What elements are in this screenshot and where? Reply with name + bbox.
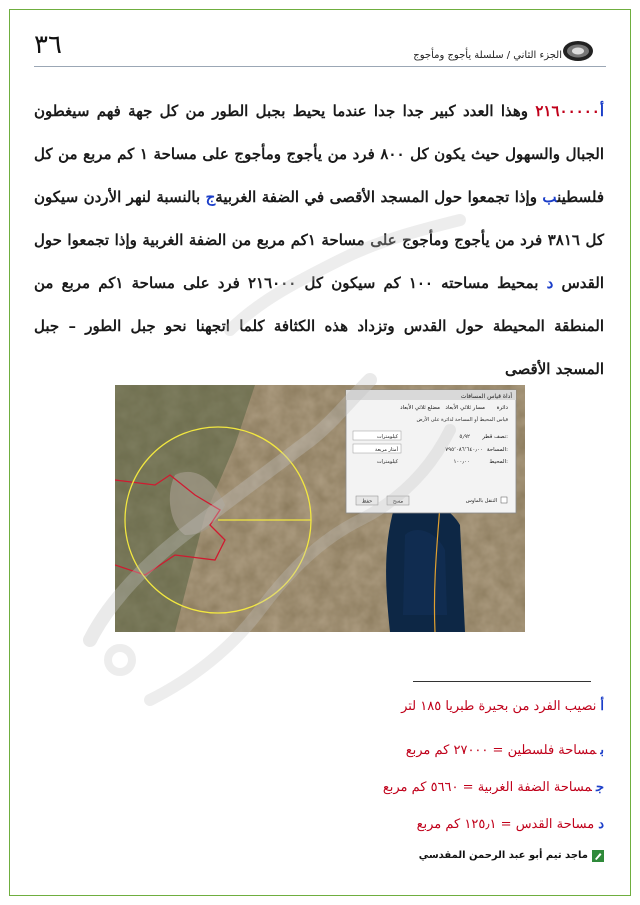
series-logo-icon bbox=[562, 40, 594, 62]
footnote-rule bbox=[413, 681, 591, 682]
text-part-4: بمحيط مساحته ١٠٠ كم سيكون كل ٢١٦٠٠٠ فرد على مساحة ١كم مربع من المنطقة المحيطة حول القدس وتزداد هذه الكثافة كلما اتجهنا نحو جبل الطور – جبل المسجد الأقصى bbox=[34, 274, 604, 378]
footnote-a-text: نصيب الفرد من بحيرة طبريا ١٨٥ لتر bbox=[401, 699, 597, 714]
footnote-j-key: ج bbox=[595, 780, 604, 795]
perimeter-unit: كيلومترات bbox=[376, 459, 398, 465]
footnote-b bbox=[406, 743, 604, 758]
footnote-b-text: مساحة فلسطين = ٢٧٠٠٠ كم مربع bbox=[405, 743, 597, 758]
footnote-b-key: ب bbox=[600, 743, 604, 758]
footnote-d-key: د bbox=[598, 817, 604, 832]
perimeter-label: المحيط: bbox=[489, 459, 508, 465]
area-value: ٧٩٥٬٠٨٦٬٦٤٠٫٠٠ bbox=[445, 447, 483, 453]
dialog-tab-circle[interactable]: دائرة bbox=[496, 405, 508, 411]
text-part-1: وهذا العدد كبير جدا جدا عندما يحيط بجبل الطور من كل جهة فهم سيغطون الجبال والسهول حيث يكون كل ٨٠٠ فرد من يأجوج ومأجوج على مساحة ١ كم مربع من كل فلسطين bbox=[34, 102, 605, 206]
page-number: ٣٦ bbox=[34, 30, 62, 60]
dialog-tab-3d-polygon[interactable]: مضلع ثلاثي الأبعاد bbox=[400, 405, 440, 411]
marker-b: ب bbox=[542, 188, 558, 206]
radius-unit: كيلومترات bbox=[376, 434, 398, 440]
mouse-nav-label: التنقل بالماوس bbox=[465, 498, 497, 504]
perimeter-value: ١٠٠٫٠٠ bbox=[453, 459, 470, 465]
footnote-d-text: مساحة القدس = ١٢٥٫١ كم مربع bbox=[416, 817, 595, 832]
area-label: المساحة: bbox=[486, 447, 508, 453]
footnote-d bbox=[417, 817, 604, 832]
dialog-tab-3d-path[interactable]: مسار ثلاثي الأبعاد bbox=[445, 405, 485, 411]
text-part-2: وإذا تجمعوا حول المسجد الأقصى في الضفة الغربية bbox=[215, 188, 543, 206]
clear-button-label: مسح bbox=[392, 498, 404, 505]
satellite-map bbox=[115, 385, 525, 632]
series-title: الجزء الثاني / سلسلة يأجوج ومأجوج bbox=[413, 50, 562, 61]
pen-icon bbox=[592, 850, 604, 862]
marker-j: ج bbox=[205, 188, 216, 206]
save-button-label: حفظ bbox=[361, 498, 373, 505]
dialog-title: أداة قياس المسافات bbox=[460, 393, 512, 400]
satellite-map-figure bbox=[115, 385, 525, 632]
footnote-a bbox=[401, 699, 604, 714]
footnote-a-key: أ bbox=[600, 699, 604, 714]
text-part-3: بالنسبة لنهر الأردن سيكون كل ٣٨١٦ فرد من يأجوج ومأجوج على مساحة ١كم مربع من الضفة الغربية وإذا تجمعوا حول القدس bbox=[34, 188, 604, 292]
header-rule bbox=[34, 66, 606, 67]
footnote-j-text: مساحة الضفة الغربية = ٥٦٦٠ كم مربع bbox=[382, 780, 592, 795]
author-name: ماجد تيم أبو عبد الرحمن المقدسي bbox=[418, 850, 588, 861]
area-unit: أمتار مربعة bbox=[374, 447, 398, 453]
dialog-subtitle: قياس المحيط أو المساحة لدائرة على الأرض bbox=[416, 417, 508, 423]
footnote-j bbox=[383, 780, 604, 795]
mouse-nav-checkbox[interactable] bbox=[501, 497, 507, 503]
radius-value: ٥٫٩٢ bbox=[459, 434, 470, 440]
main-paragraph bbox=[34, 90, 604, 391]
radius-label: نصف قطر: bbox=[482, 434, 508, 440]
number-21600000: ٢١٦٠٠٠٠٠ bbox=[535, 102, 600, 120]
marker-a: أ bbox=[599, 102, 604, 120]
marker-d: د bbox=[546, 274, 554, 292]
